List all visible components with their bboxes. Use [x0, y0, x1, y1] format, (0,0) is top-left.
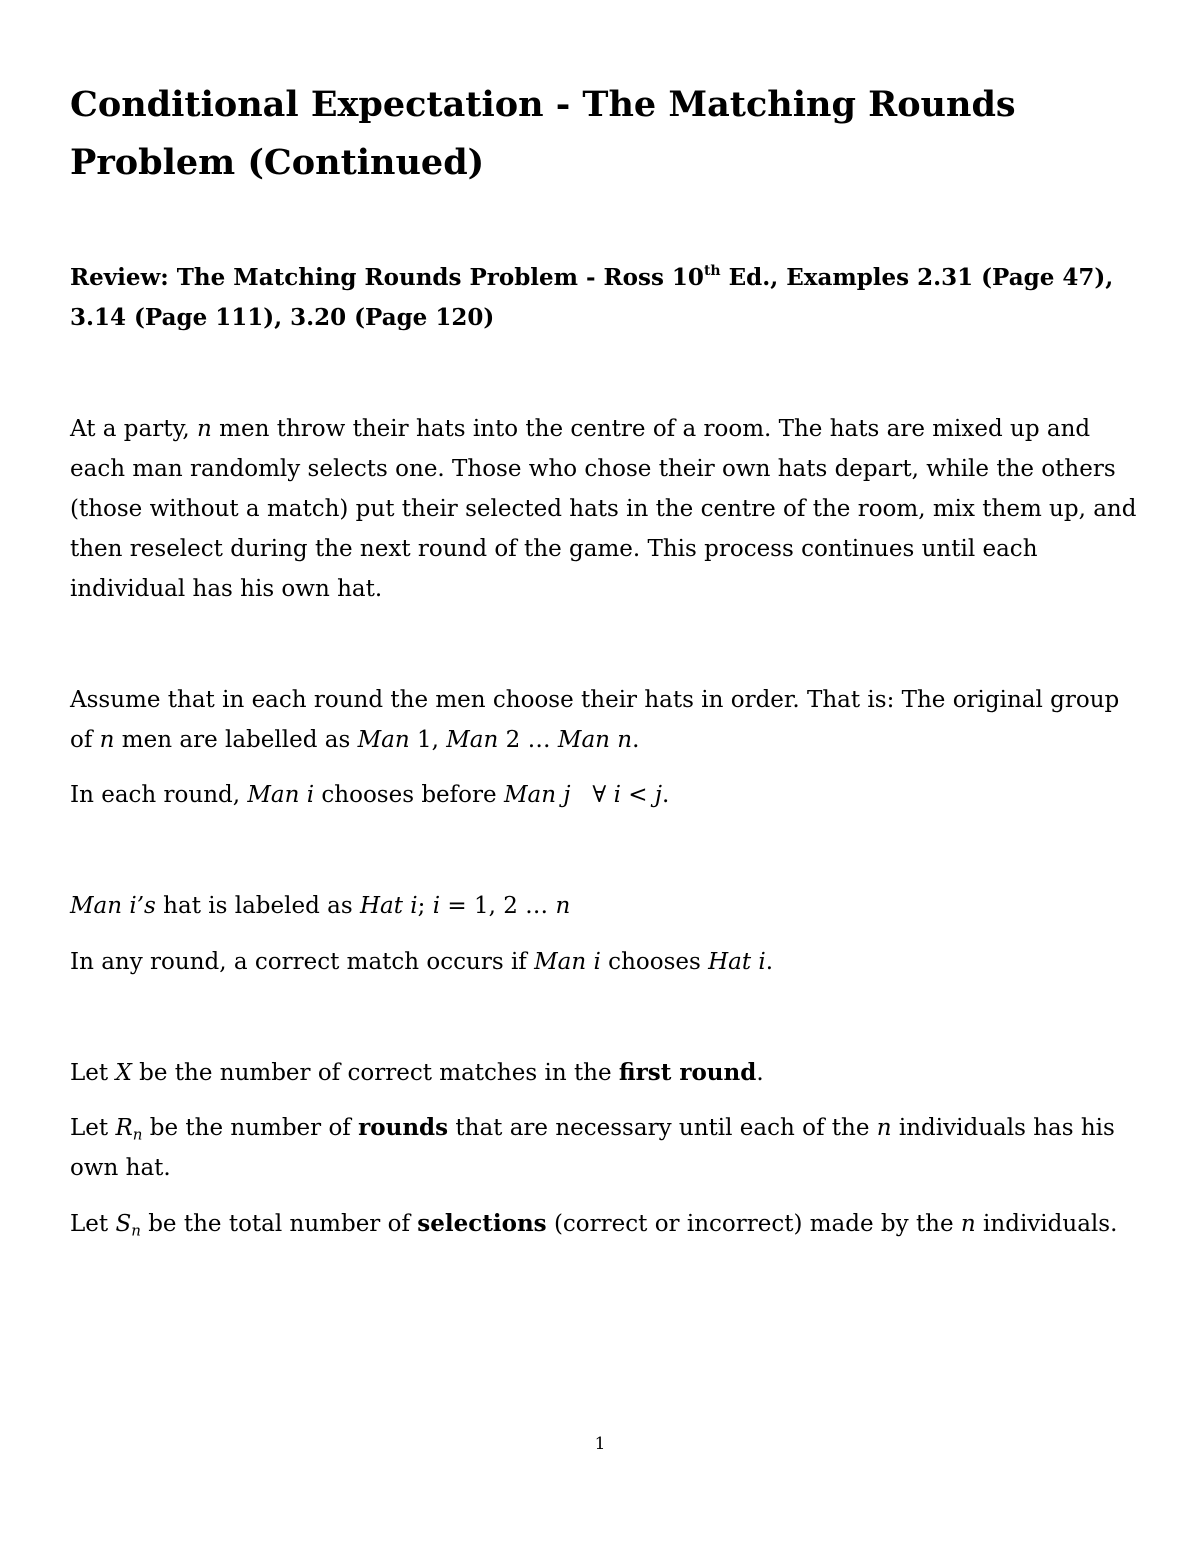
text: be the number of correct matches in the — [131, 1060, 619, 1086]
math-n: n — [876, 1115, 892, 1141]
math-hat-i: Hat i — [708, 949, 766, 975]
bold-rounds: rounds — [358, 1114, 449, 1141]
math-range: = 1, 2 … — [440, 893, 556, 919]
math-n: n — [99, 727, 115, 753]
math-man-n: Man n — [557, 727, 633, 753]
text: be the number of — [142, 1115, 359, 1141]
review-text-part2: Ed., Examples 2.31 (Page 47), 3.14 (Page 111), 3.20 (Page 120) — [70, 264, 1114, 331]
math-man-j: Man j — [503, 782, 571, 808]
math-x: X — [115, 1060, 132, 1086]
paragraph-define-sn — [70, 1204, 1140, 1244]
paragraph-party-description — [70, 409, 1140, 609]
review-text-part1: Review: The Matching Rounds Problem - Ross 10 — [70, 264, 704, 291]
math-man-i: Man i — [534, 949, 601, 975]
text: . — [765, 949, 774, 975]
text: individuals has his own hat. — [70, 1115, 1115, 1181]
math-semicolon: ; — [417, 893, 433, 919]
math-subscript-n: n — [132, 1125, 143, 1144]
text: that are necessary until each of the — [448, 1115, 877, 1141]
math-man-i-possessive: Man i’s — [70, 893, 156, 919]
math-man: Man — [446, 727, 499, 753]
math-r: R — [115, 1115, 133, 1141]
bold-first-round: first round — [618, 1059, 757, 1086]
paragraph-order-assumption — [70, 680, 1140, 760]
text: In any round, a correct match occurs if — [70, 949, 535, 975]
math-s: S — [115, 1211, 132, 1237]
paragraph-hat-labels — [70, 886, 1140, 926]
paragraph-define-rn — [70, 1108, 1140, 1188]
math-forall: ∀ — [570, 782, 614, 808]
math-man-i: Man i — [247, 782, 315, 808]
text: . — [662, 782, 670, 808]
text: chooses — [600, 949, 709, 975]
text: Let — [70, 1211, 116, 1237]
text: . — [632, 727, 640, 753]
math-i: i — [432, 893, 441, 919]
paragraph-choosing-order — [70, 775, 1140, 815]
math-n: n — [197, 416, 212, 442]
review-superscript: th — [703, 263, 721, 280]
text: At a party, — [70, 416, 198, 442]
math-subscript-n: n — [131, 1221, 141, 1240]
text: men throw their hats into the centre of a room. The hats are mixed up and each man randomly selects one. Those who chose their own hats depart, while the others (those without a match) put their selected hats in the centre of the room, mix them up, and then reselect during the next round of the game. This process continues until each individual has his own hat. — [70, 416, 1137, 602]
math-number: 2 … — [498, 727, 558, 753]
math-number: 1, — [409, 727, 447, 753]
text: . — [756, 1060, 764, 1086]
math-n: n — [555, 893, 571, 919]
text: men are labelled as — [114, 727, 358, 753]
page-number: 1 — [594, 1434, 606, 1454]
text: hat is labeled as — [155, 893, 360, 919]
paragraph-correct-match — [70, 942, 1140, 982]
math-i: i — [613, 782, 621, 808]
paragraph-define-x — [70, 1053, 1140, 1093]
text: (correct or incorrect) made by the — [546, 1211, 961, 1237]
math-j: j — [654, 782, 663, 808]
text: be the total number of — [140, 1211, 418, 1237]
review-heading — [70, 258, 1150, 338]
text: Assume that in each round the men choose their hats in order. That is: The original group of — [70, 687, 1120, 753]
text: In each round, — [70, 782, 248, 808]
math-less-than: < — [620, 782, 655, 808]
math-n: n — [960, 1211, 976, 1237]
text: Let — [70, 1060, 116, 1086]
text: Let — [70, 1115, 116, 1141]
document-title: Conditional Expectation - The Matching Rounds Problem (Continued) — [70, 84, 1016, 183]
text: individuals. — [975, 1211, 1118, 1237]
bold-selections: selections — [417, 1210, 547, 1237]
math-man: Man — [357, 727, 410, 753]
text: chooses before — [314, 782, 504, 808]
math-hat-i: Hat i — [359, 893, 418, 919]
